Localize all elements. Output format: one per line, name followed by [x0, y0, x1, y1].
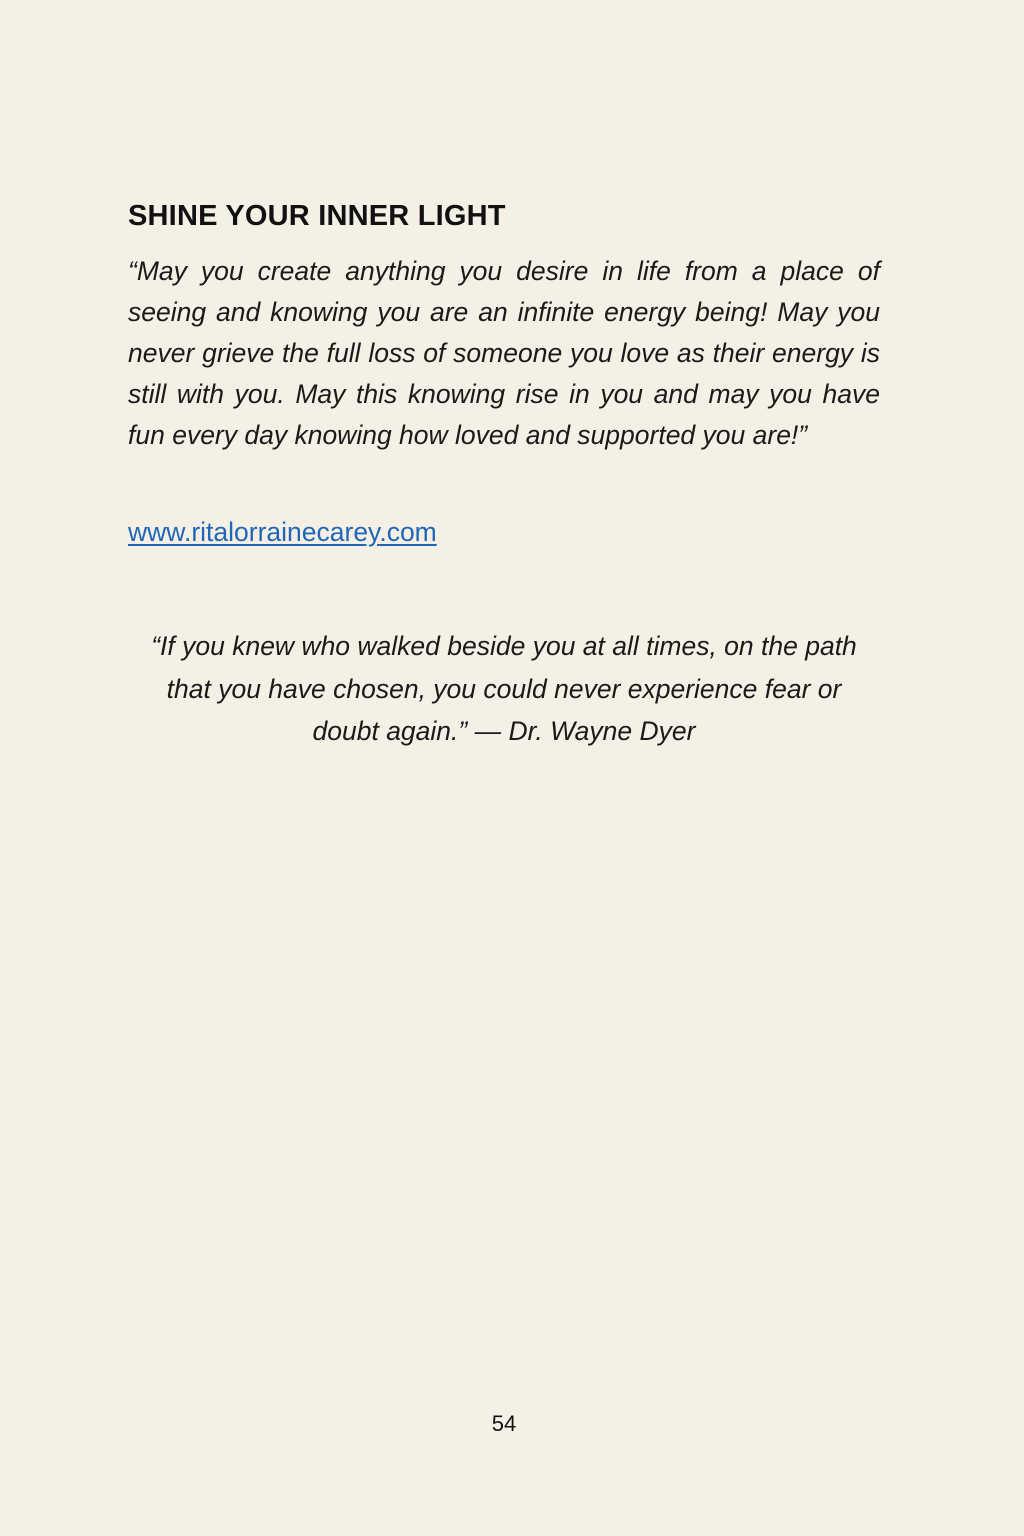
section-heading: SHINE YOUR INNER LIGHT [128, 200, 506, 232]
website-link[interactable]: www.ritalorrainecarey.com [128, 517, 437, 547]
page-number: 54 [491, 1411, 517, 1436]
epigraph-quote: “If you knew who walked beside you at all times, on the path that you have chosen, you could never experience fear or doubt again.” — Dr. Wayne Dyer [151, 631, 857, 746]
author-quote: “May you create anything you desire in life from a place of seeing and knowing you are an infinite energy being! May you never grieve the full loss of someone you love as their energy is still with you. May this knowing rise in you and may you have fun every day knowing how loved and supported you are!” [128, 256, 880, 450]
